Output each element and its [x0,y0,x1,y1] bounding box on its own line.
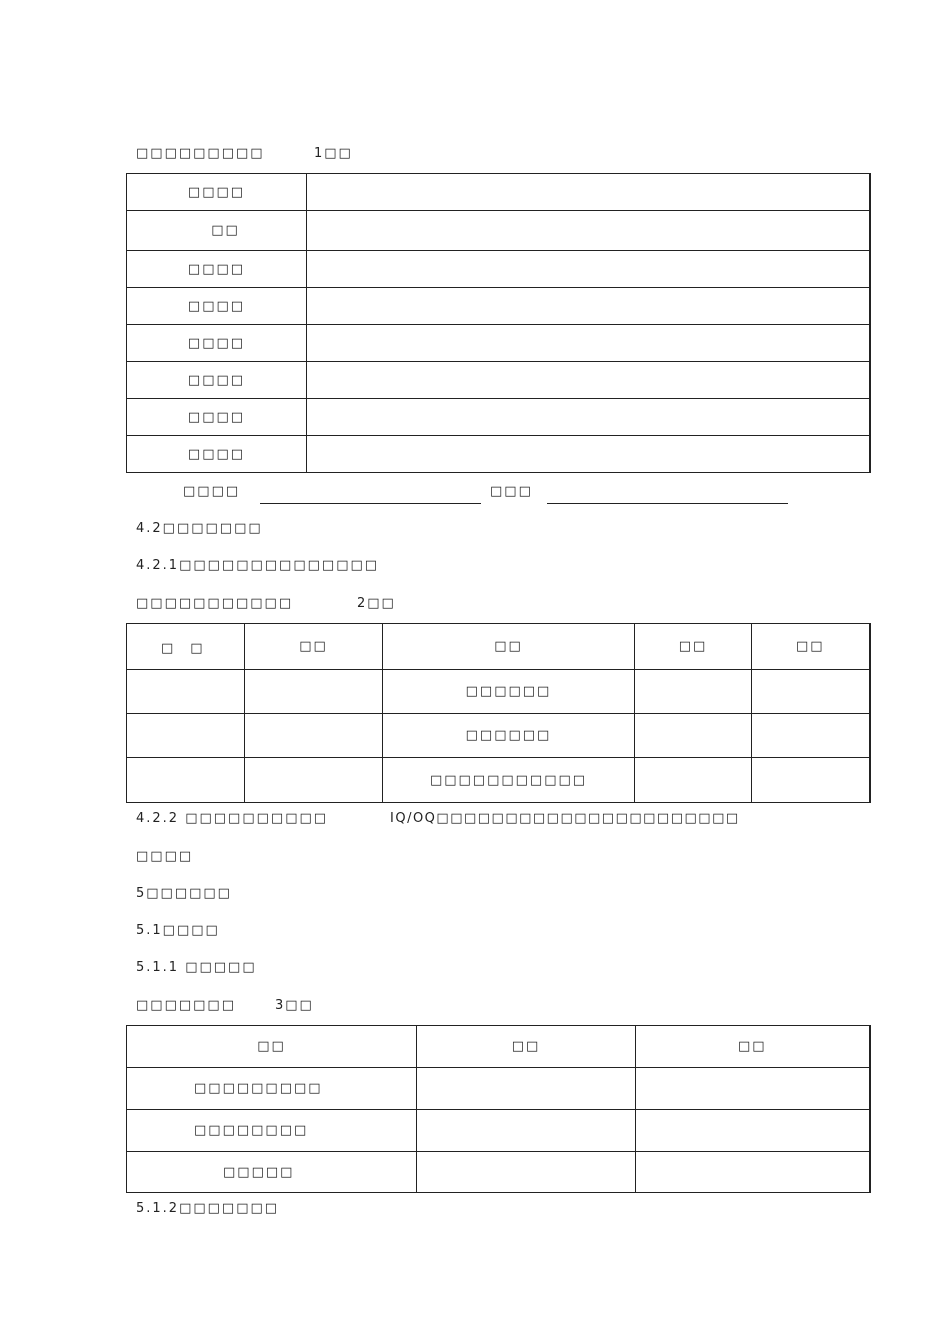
table-header-row [127,624,870,670]
table1-row-value[interactable] [307,325,870,362]
table1-row-label: □□□□ [127,325,307,362]
table2-header: □ □ [127,624,245,670]
section-heading: 4.2□□□□□□□ [136,521,263,536]
table2-cell[interactable] [127,758,245,803]
table3 [126,1025,871,1193]
table-row [127,758,870,803]
table-row [127,211,870,251]
table3-cell: □□□□□ [127,1152,417,1193]
table2-cell[interactable] [127,714,245,758]
table2-cell[interactable] [752,670,870,714]
signoff-right-line[interactable] [547,503,788,504]
table3-cell[interactable] [417,1152,636,1193]
table-row [127,670,870,714]
table-row [127,436,870,473]
table-row [127,714,870,758]
table-row [127,1068,870,1110]
table3-cell[interactable] [636,1152,870,1193]
table1-row-value[interactable] [307,436,870,473]
table2-header: □□ [245,624,383,670]
section-paragraph-end: □□□□ [136,849,194,864]
table2-cell[interactable] [245,670,383,714]
section-paragraph-cont: IQ/OQ□□□□□□□□□□□□□□□□□□□□□□ [390,811,740,826]
table1-row-label: □□□□ [127,436,307,473]
section-paragraph: 4.2.2 □□□□□□□□□□ [136,811,329,826]
table-row [127,399,870,436]
table-row [127,362,870,399]
table3-header: □□ [636,1026,870,1068]
section-heading: 5.1□□□□ [136,923,220,938]
table3-cell: □□□□□□□□□ [127,1068,417,1110]
table1-row-value[interactable] [307,174,870,211]
table2-header: □□ [383,624,635,670]
table1-row-label: □□□□ [127,362,307,399]
table1-row-label: □□ [127,211,307,251]
table2-cell[interactable] [127,670,245,714]
table2-cell: □□□□□□□□□□□ [383,758,635,803]
table2-cell[interactable] [752,714,870,758]
table3-cell: □□□□□□□□ [127,1110,417,1152]
table1-caption: □□□□□□□□□ [136,146,265,161]
table2-header: □□ [752,624,870,670]
table3-caption: □□□□□□□ [136,998,236,1013]
table1-row-label: □□□□ [127,251,307,288]
table-row [127,288,870,325]
table3-header: □□ [127,1026,417,1068]
table1-number: 1□□ [314,146,353,161]
table-row [127,1152,870,1193]
table3-cell[interactable] [417,1110,636,1152]
table1-row-value[interactable] [307,288,870,325]
section-heading: 5.1.1 □□□□□ [136,960,257,975]
table1-row-label: □□□□ [127,399,307,436]
signoff-left-label: □□□□ [183,484,241,499]
table2-cell[interactable] [635,714,752,758]
table-header-row [127,1026,870,1068]
section-heading: 5□□□□□□ [136,886,232,901]
table3-cell[interactable] [636,1068,870,1110]
table3-number: 3□□ [275,998,314,1013]
table1-row-value[interactable] [307,399,870,436]
section-heading: 4.2.1□□□□□□□□□□□□□□ [136,558,380,573]
table2-cell[interactable] [245,714,383,758]
table1-row-label: □□□□ [127,288,307,325]
table2-cell: □□□□□□ [383,670,635,714]
signoff-right-label: □□□ [490,484,533,499]
table2-cell[interactable] [635,758,752,803]
table2-cell[interactable] [752,758,870,803]
table3-cell[interactable] [636,1110,870,1152]
table1-row-value[interactable] [307,362,870,399]
signoff-left-line[interactable] [260,503,481,504]
table2-cell[interactable] [245,758,383,803]
table2-number: 2□□ [357,596,396,611]
table1-row-value[interactable] [307,251,870,288]
table3-header: □□ [417,1026,636,1068]
table2-header: □□ [635,624,752,670]
table-row [127,1110,870,1152]
section-heading: 5.1.2□□□□□□□ [136,1201,280,1216]
table1-row-value[interactable] [307,211,870,251]
table2-cell: □□□□□□ [383,714,635,758]
table1-row-label: □□□□ [127,174,307,211]
table1 [126,173,871,473]
table2-caption: □□□□□□□□□□□ [136,596,294,611]
table-row [127,251,870,288]
table2 [126,623,871,803]
table-row [127,325,870,362]
table-row [127,174,870,211]
table2-cell[interactable] [635,670,752,714]
table3-cell[interactable] [417,1068,636,1110]
